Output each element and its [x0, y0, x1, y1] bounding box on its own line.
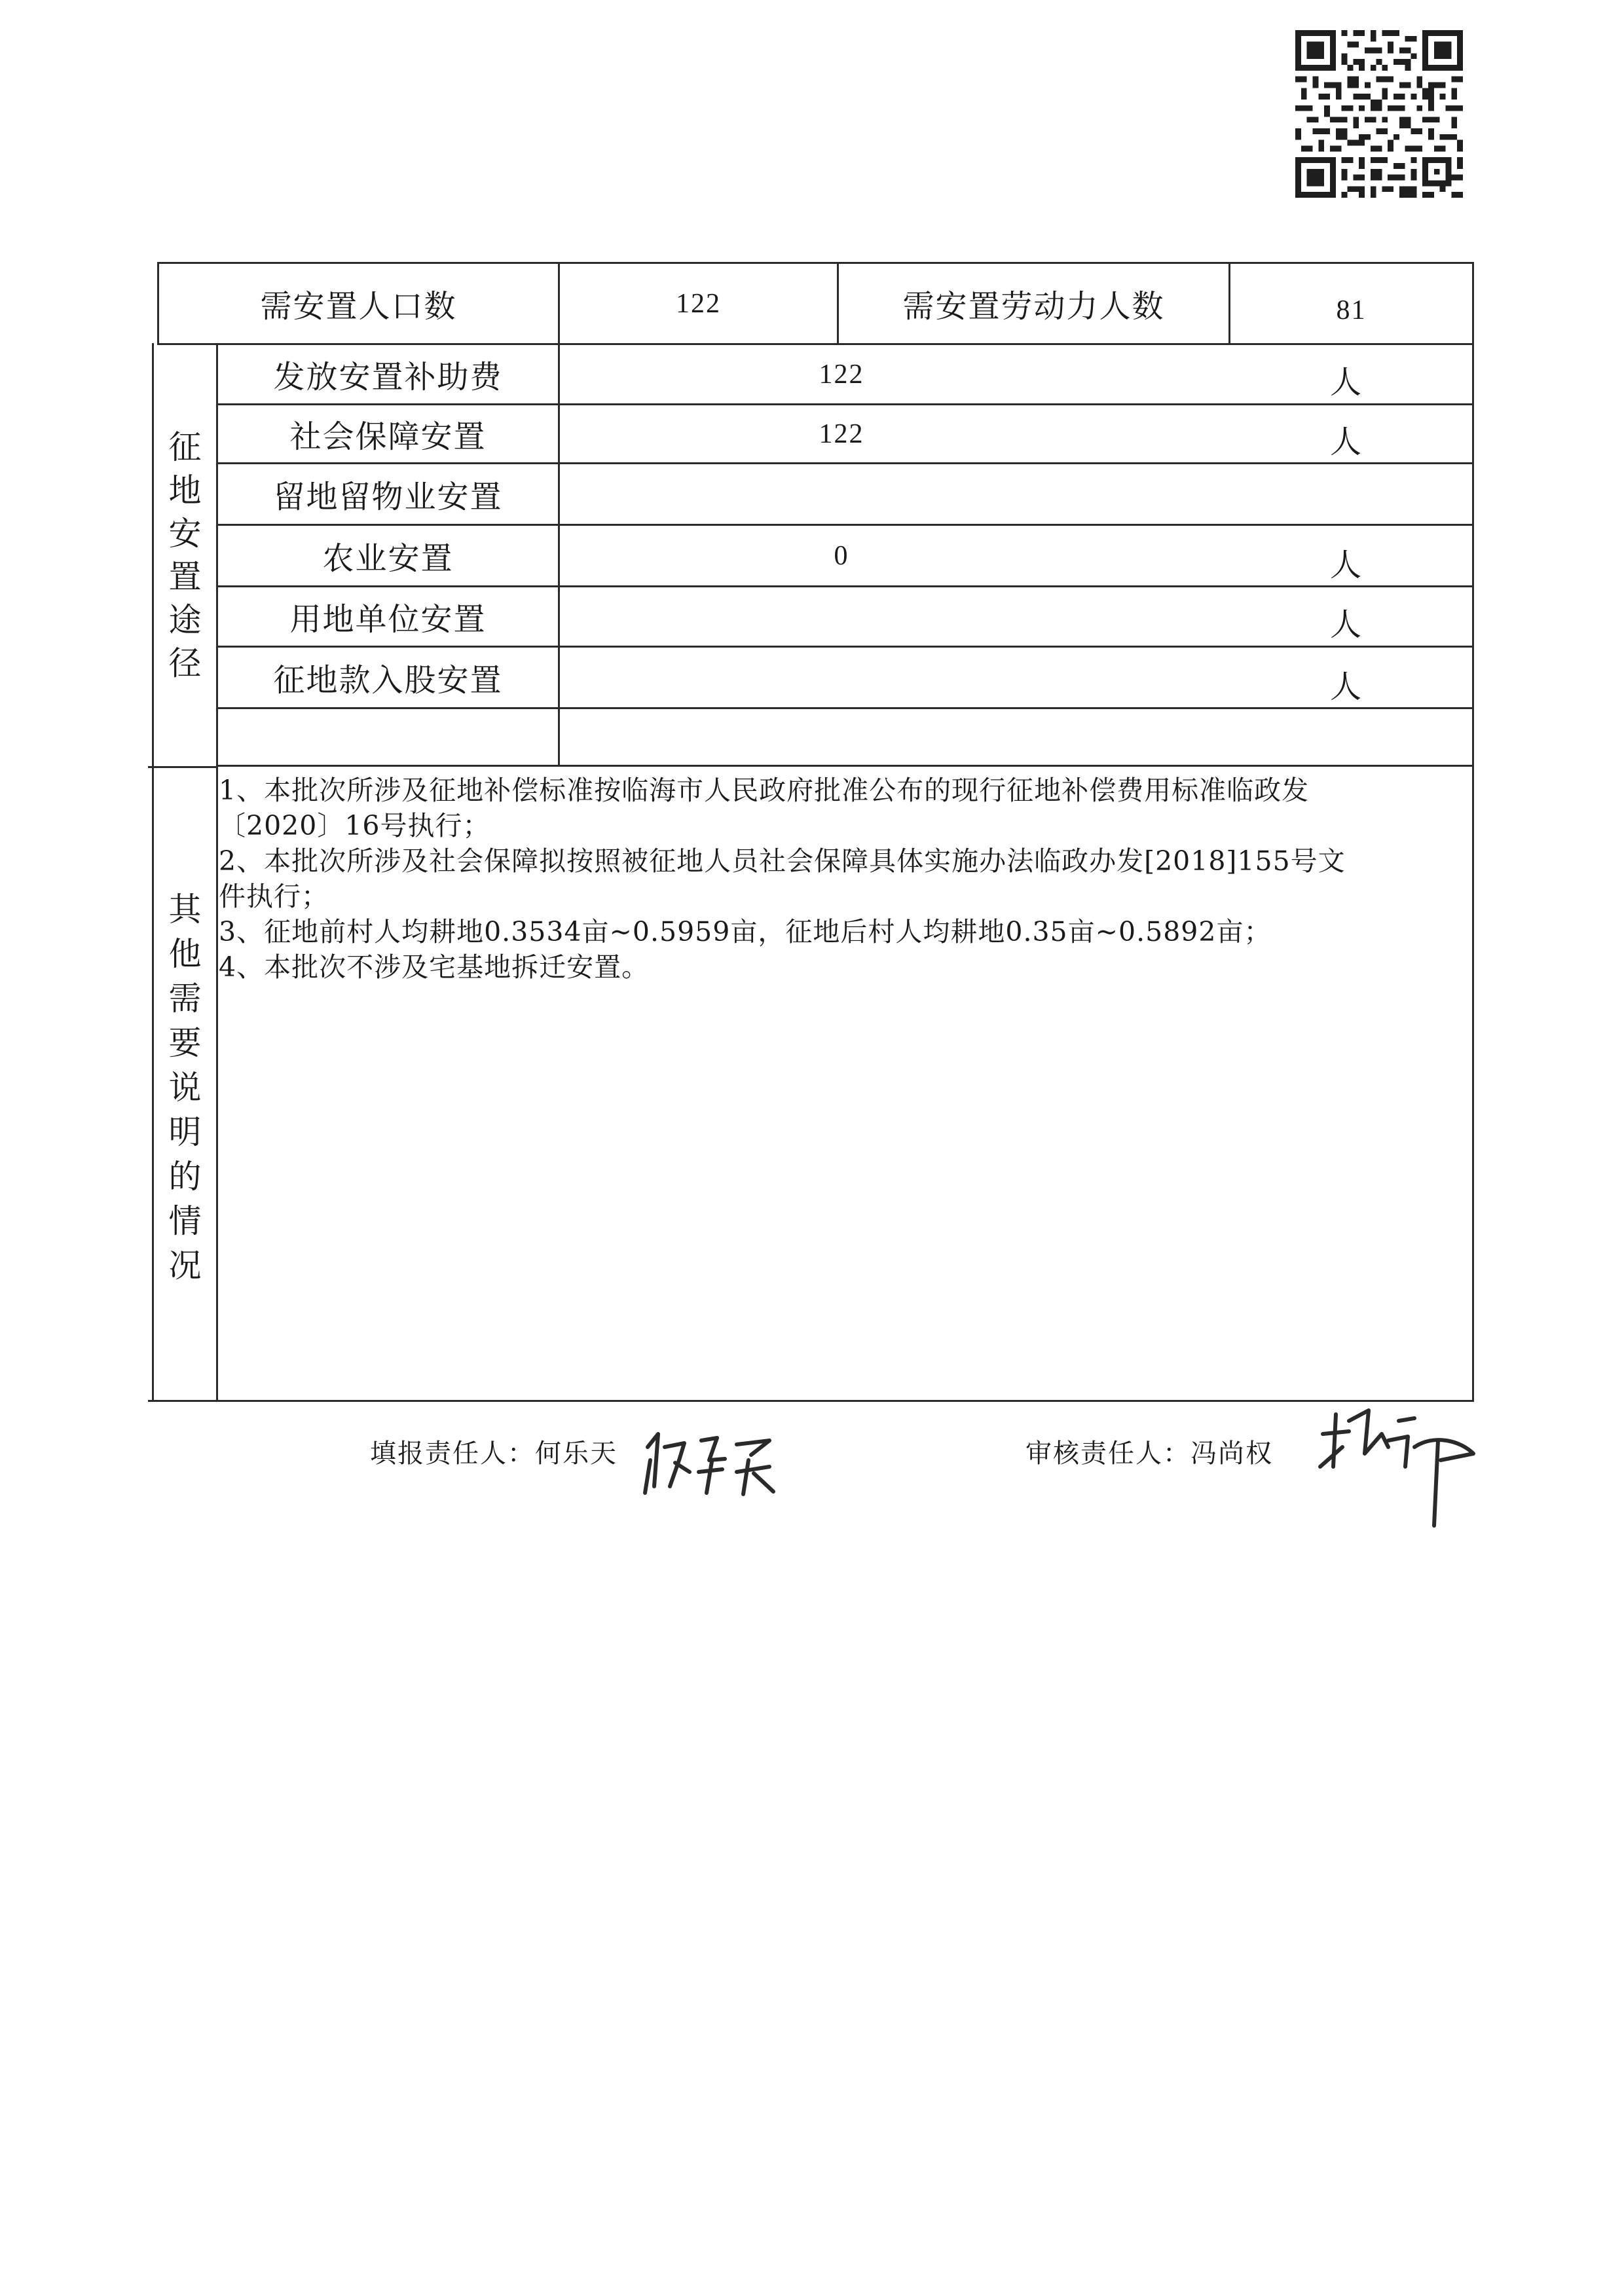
note-line: 1、本批次所涉及征地补偿标准按临海市人民政府批准公布的现行征地补偿费用标准临政发: [219, 775, 1310, 806]
title-char: 置: [168, 557, 202, 596]
title-char: 说: [168, 1069, 202, 1107]
resettlement-form-table: [148, 262, 1473, 1403]
title-char: 征: [168, 428, 202, 466]
row-unit: 人: [1329, 547, 1363, 583]
note-line: 〔2020〕16号执行；: [219, 810, 490, 841]
notes-block: [219, 773, 1463, 985]
note-line: 件执行；: [219, 881, 329, 912]
row-value: [560, 587, 1123, 646]
title-char: 径: [168, 644, 202, 682]
row-label: 征地款入股安置: [273, 662, 503, 699]
labor-value: 81: [1336, 295, 1367, 325]
row-value: 122: [819, 359, 864, 390]
title-char: 的: [168, 1158, 202, 1196]
row-unit: [1235, 469, 1458, 529]
reviewer-label: 审核责任人：冯尚权: [1025, 1439, 1273, 1469]
section-title-resettlement-methods: [154, 345, 216, 765]
title-char: 地: [168, 471, 202, 509]
title-char: 他: [168, 935, 202, 973]
row-value: [560, 709, 1123, 765]
row-label: 用地单位安置: [289, 601, 487, 638]
row-label: 农业安置: [322, 540, 454, 577]
section2-title: [154, 887, 216, 1293]
title-char: 途: [168, 600, 202, 639]
title-char: 安: [168, 514, 202, 553]
population-label: 需安置人口数: [260, 288, 457, 325]
qr-code-icon: [1295, 30, 1463, 198]
row-unit: 人: [1329, 424, 1363, 460]
row-value: [560, 648, 1123, 707]
title-char: 要: [168, 1024, 202, 1062]
title-char: 其: [168, 890, 202, 928]
title-char: 情: [168, 1202, 202, 1240]
row-value: [560, 464, 1123, 524]
title-char: 明: [168, 1113, 202, 1151]
reviewer-signature: [1310, 1395, 1500, 1545]
population-value: 122: [676, 288, 721, 319]
row-unit: 人: [1329, 364, 1363, 401]
title-char: 况: [168, 1247, 202, 1285]
row-label: 留地留物业安置: [273, 479, 503, 515]
row-value: 0: [834, 540, 849, 571]
filler-signature: [638, 1421, 796, 1506]
note-line: 3、征地前村人均耕地0.3534亩~0.5959亩，征地后村人均耕地0.35亩~0.5892亩；: [219, 916, 1272, 947]
row-value: 122: [819, 418, 864, 449]
labor-label: 需安置劳动力人数: [902, 288, 1165, 325]
row-unit: 人: [1329, 669, 1363, 705]
row-unit: 人: [1329, 606, 1363, 643]
title-char: 需: [168, 980, 202, 1018]
row-label: 发放安置补助费: [273, 359, 503, 395]
note-line: 2、本批次所涉及社会保障拟按照被征地人员社会保障具体实施办法临政办发[2018]155号文: [219, 845, 1346, 877]
row-label: 社会保障安置: [289, 418, 487, 455]
note-line: 4、本批次不涉及宅基地拆迁安置。: [219, 951, 650, 983]
row-label: [218, 709, 558, 765]
filler-label: 填报责任人：何乐天: [370, 1439, 618, 1469]
